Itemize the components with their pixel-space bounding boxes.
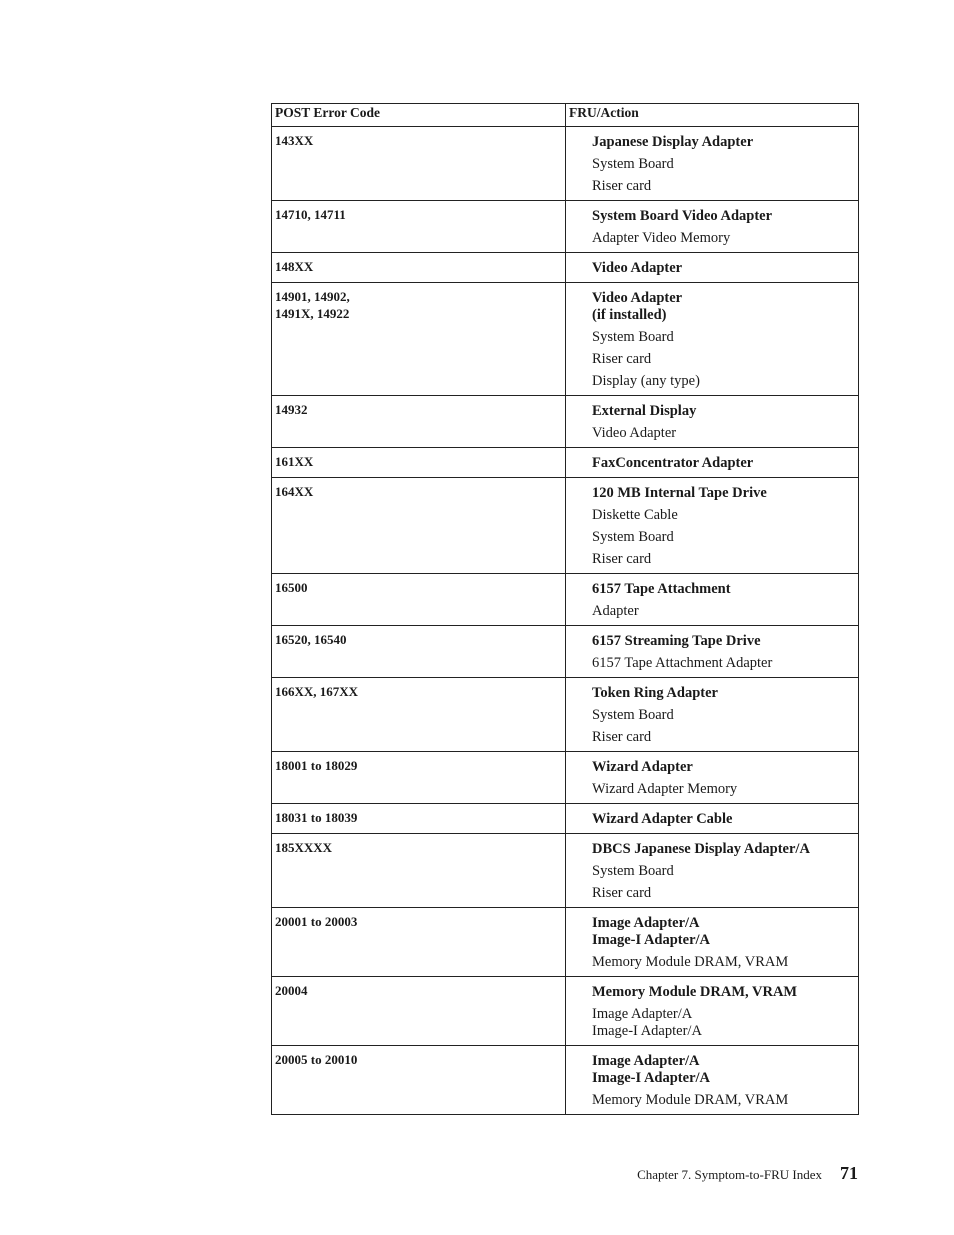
table-row	[272, 201, 859, 253]
fru-action-cell	[566, 977, 859, 1046]
error-code-cell: 161XX	[272, 448, 566, 478]
error-code-cell: 14901, 14902, 1491X, 14922	[272, 283, 566, 396]
table-row	[272, 834, 859, 908]
fru-action-cell	[566, 752, 859, 804]
page-number: 71	[840, 1163, 858, 1183]
error-code-cell: 166XX, 167XX	[272, 678, 566, 752]
fru-primary-item: 6157 Streaming Tape Drive	[592, 633, 761, 649]
fru-item: Wizard Adapter Memory	[592, 781, 738, 797]
fru-item: Video Adapter	[592, 425, 677, 441]
fru-item: Memory Module DRAM, VRAM	[592, 954, 789, 970]
error-code-cell: 20001 to 20003	[272, 908, 566, 977]
fru-item: Riser card	[592, 178, 652, 194]
fru-action-cell	[566, 678, 859, 752]
fru-action-cell	[566, 574, 859, 626]
fru-action-cell	[566, 1046, 859, 1115]
table-row	[272, 804, 859, 834]
table-header-row	[272, 104, 859, 127]
fru-item: Memory Module DRAM, VRAM	[592, 1092, 789, 1108]
header-fru-action: FRU/Action	[566, 104, 859, 127]
fru-primary-item: Wizard Adapter Cable	[592, 811, 733, 827]
fru-primary-item: Video Adapter (if installed)	[592, 290, 683, 323]
error-code-cell: 16520, 16540	[272, 626, 566, 678]
fru-item: Riser card	[592, 551, 652, 567]
table-row	[272, 283, 859, 396]
table-row	[272, 1046, 859, 1115]
error-code-cell: 14932	[272, 396, 566, 448]
fru-primary-item: 120 MB Internal Tape Drive	[592, 485, 767, 501]
fru-item: Riser card	[592, 351, 652, 367]
fru-action-cell	[566, 396, 859, 448]
fru-item: System Board	[592, 529, 674, 545]
fru-action-cell	[566, 478, 859, 574]
table-row	[272, 478, 859, 574]
table-row	[272, 908, 859, 977]
fru-primary-item: Video Adapter	[592, 260, 683, 276]
fru-primary-item: DBCS Japanese Display Adapter/A	[592, 841, 810, 857]
table-row	[272, 396, 859, 448]
error-code-cell: 164XX	[272, 478, 566, 574]
fru-primary-item: External Display	[592, 403, 697, 419]
error-code-cell: 18031 to 18039	[272, 804, 566, 834]
fru-item: Riser card	[592, 885, 652, 901]
fru-action-cell	[566, 804, 859, 834]
fru-item: System Board	[592, 863, 674, 879]
fru-item: Adapter	[592, 603, 639, 619]
fru-action-cell	[566, 127, 859, 201]
table-row	[272, 977, 859, 1046]
table-row	[272, 752, 859, 804]
fru-primary-item: Japanese Display Adapter	[592, 134, 754, 150]
fru-action-cell	[566, 201, 859, 253]
page-footer	[637, 1163, 858, 1184]
error-code-cell: 14710, 14711	[272, 201, 566, 253]
fru-primary-item: Token Ring Adapter	[592, 685, 718, 701]
table-body	[272, 127, 859, 1115]
fru-primary-item: System Board Video Adapter	[592, 208, 773, 224]
fru-primary-item: Image Adapter/A Image-I Adapter/A	[592, 1053, 711, 1086]
fru-action-cell	[566, 626, 859, 678]
error-code-cell: 185XXXX	[272, 834, 566, 908]
fru-action-cell	[566, 908, 859, 977]
error-code-cell: 20005 to 20010	[272, 1046, 566, 1115]
table-row	[272, 448, 859, 478]
error-code-cell: 20004	[272, 977, 566, 1046]
chapter-title: Chapter 7. Symptom-to-FRU Index	[637, 1167, 822, 1182]
fru-table	[271, 103, 859, 1115]
fru-item: 6157 Tape Attachment Adapter	[592, 655, 773, 671]
error-code-cell: 143XX	[272, 127, 566, 201]
fru-action-cell	[566, 834, 859, 908]
error-code-cell: 16500	[272, 574, 566, 626]
fru-primary-item: Image Adapter/A Image-I Adapter/A	[592, 915, 711, 948]
table-row	[272, 253, 859, 283]
table-row	[272, 626, 859, 678]
table-row	[272, 574, 859, 626]
fru-item: System Board	[592, 329, 674, 345]
fru-action-cell	[566, 448, 859, 478]
fru-item: System Board	[592, 156, 674, 172]
fru-item: Display (any type)	[592, 373, 700, 389]
header-post-error-code: POST Error Code	[272, 104, 566, 127]
fru-action-cell	[566, 253, 859, 283]
error-code-cell: 148XX	[272, 253, 566, 283]
table-row	[272, 678, 859, 752]
fru-primary-item: 6157 Tape Attachment	[592, 581, 731, 597]
fru-primary-item: Wizard Adapter	[592, 759, 693, 775]
fru-item: Riser card	[592, 729, 652, 745]
fru-item: System Board	[592, 707, 674, 723]
table-row	[272, 127, 859, 201]
fru-item: Image Adapter/A Image-I Adapter/A	[592, 1006, 702, 1039]
fru-action-cell	[566, 283, 859, 396]
fru-item: Adapter Video Memory	[592, 230, 731, 246]
fru-primary-item: FaxConcentrator Adapter	[592, 455, 754, 471]
fru-primary-item: Memory Module DRAM, VRAM	[592, 984, 798, 1000]
fru-item: Diskette Cable	[592, 507, 678, 523]
error-code-cell: 18001 to 18029	[272, 752, 566, 804]
